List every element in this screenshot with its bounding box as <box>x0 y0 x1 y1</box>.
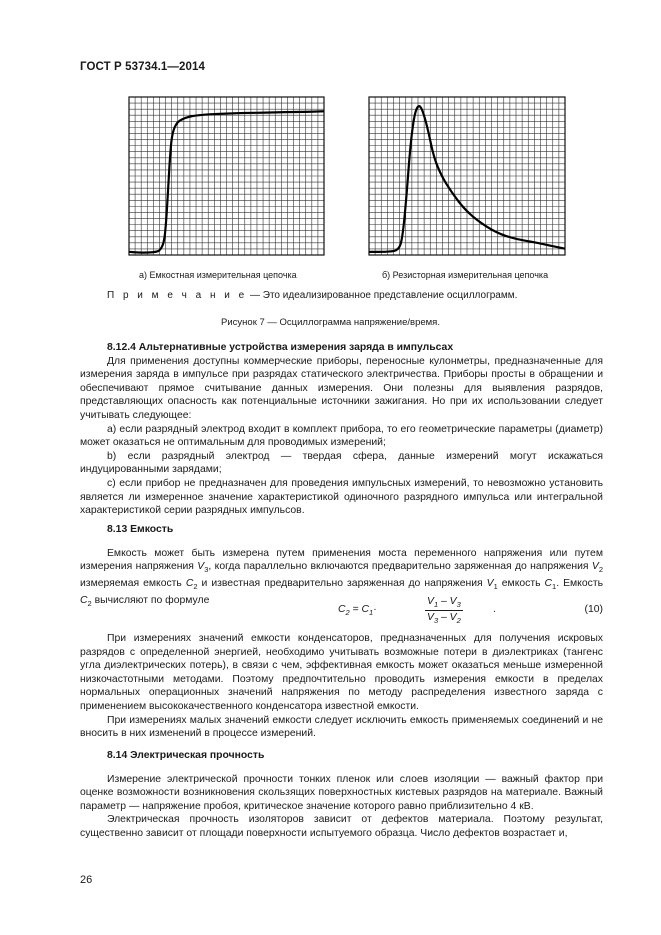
section-8-14 <box>80 749 603 841</box>
formula-10: $C_2 = C_1\cdot$ $\frac{V_1 - V_3}{V_3 - V_2}$ . (10) <box>338 596 603 626</box>
chart-grid <box>369 97 565 255</box>
list-item-c: с) если прибор не предназначен для проведения импульсных измерений, то невозможно установить является ли измеренное значение характеристикой одиночного разрядного импульса или интегральной характеристикой серии разрядных импульсов. <box>80 477 603 517</box>
paragraph: Емкость может быть измерена путем применения моста переменного напряжения или путем измерения напряжения $V_3$, когда параллельно включаются предварительно заряженная до напряжения $V_2$ измеряемая емкость $C_2$ и известная предварительно заряженная до напряжения $V_1$ емкость $C_1$. Емкость $C_2$ вычисляют по формуле <box>80 547 603 608</box>
section-heading: 8.14 Электрическая прочность <box>107 750 265 761</box>
figure-caption-a: а) Емкостная измерительная цепочка <box>139 270 297 280</box>
oscillogram-capacitive-chart <box>128 96 325 256</box>
document-header: ГОСТ Р 53734.1—2014 <box>80 61 205 73</box>
list-item-a: а) если разрядный электрод входит в комплект прибора, то его геометрические параметры (диаметр) может оказаться не оптимальным для проводимых измерений; <box>80 423 603 449</box>
section-heading: 8.12.4 Альтернативные устройства измерения заряда в импульсах <box>107 342 454 353</box>
figure-title: Рисунок 7 — Осциллограмма напряжение/время. <box>221 317 440 328</box>
paragraph: Измерение электрической прочности тонких пленок или слоев изоляции — важный фактор при оценке возможности возникновения скользящих поверхностных кистевых разрядов на материале. Важный параметр — напряжение пробоя, критическое значение которого равно приблизительно 4 кВ. <box>80 773 603 812</box>
paragraph: Электрическая прочность изоляторов зависит от дефектов материала. Поэтому результат, существенно зависит от площади поверхности испытуемого образца. Число дефектов возрастает и, <box>80 814 603 839</box>
formula-fraction: $\frac{V_1 - V_3}{V_3 - V_2}$ <box>427 596 461 626</box>
formula-number: (10) <box>584 604 603 615</box>
chart-grid <box>129 97 324 255</box>
paragraph: При измерениях значений емкости конденсаторов, предназначенных для получения искровых разрядов с определенной энергией, необходимо учитывать возможные потери в диэлектриках (тангенс угла диэлектрических потерь), в связи с чем, эффективная емкость может оказаться меньше измеренной низкочастотными методами. Поэтому предпочтительно проводить измерения емкости в пределах нормальных операционных значений напряжения по методу распределения известного заряда с применением высококачественного конденсатора известной емкости. <box>80 633 603 712</box>
note-text: — Это идеализированное представление осциллограмм. <box>247 290 518 301</box>
oscillogram-resistive-chart <box>368 96 566 256</box>
formula-lhs: $C_2 = C_1\cdot$ <box>338 604 377 618</box>
paragraph: Для применения доступны коммерческие приборы, переносные кулонметры, предназначенные для измерения заряда в импульсе при разрядах статического электричества. Приборы просты в обращении и обеспечивают прямое считывание данных измерения. Они полезны для выявления разрядов, представляющих опасность как потенциальные источники зажигания. Но при их использовании следует учитывать следующее: <box>80 355 603 421</box>
section-8-12-4 <box>80 341 603 518</box>
paragraph: При измерениях малых значений емкости следует исключить емкость применяемых соединений и не вносить в них изменений в процессе измерений. <box>80 714 603 740</box>
page-number: 26 <box>80 874 93 886</box>
figure-caption-b: б) Резисторная измерительная цепочка <box>382 270 549 280</box>
figure-note <box>107 290 517 301</box>
section-8-13-continued <box>80 632 603 741</box>
section-heading: 8.13 Емкость <box>107 524 174 535</box>
list-item-b: b) если разрядный электрод — твердая сфера, данные измерений могут искажаться индуцированными зарядами; <box>80 450 603 476</box>
note-label: П р и м е ч а н и е <box>107 290 248 301</box>
